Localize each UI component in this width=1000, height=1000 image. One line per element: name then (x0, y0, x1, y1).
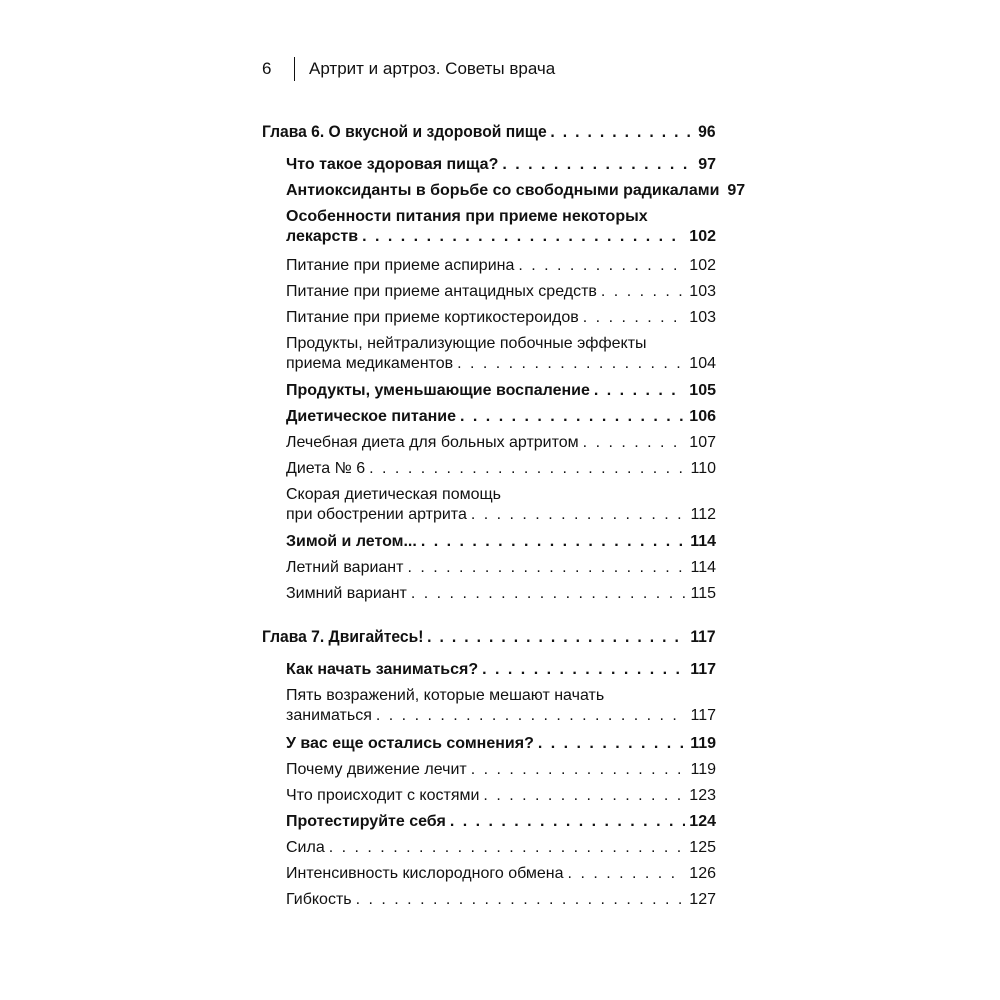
entry-page-number: 102 (689, 228, 716, 245)
entry-title-line: Продукты, нейтрализующие побочные эффекты (286, 335, 647, 352)
entry-page-number: 103 (689, 309, 716, 326)
entry-page-number: 104 (689, 355, 716, 372)
dot-leader (518, 256, 685, 276)
entry-page-number: 103 (689, 283, 716, 300)
entry-title-line: Особенности питания при приеме некоторых (286, 208, 648, 225)
entry-page-number: 119 (690, 761, 716, 778)
dot-leader (407, 558, 686, 578)
subsection-entry (262, 890, 716, 910)
dot-leader (583, 308, 686, 328)
dot-leader (362, 227, 685, 247)
running-title: Артрит и артроз. Советы врача (309, 59, 556, 78)
entry-page-number: 117 (690, 661, 716, 678)
entry-page-number: 117 (690, 627, 716, 646)
dot-leader (427, 627, 687, 647)
subsection-entry (262, 433, 716, 453)
subsection-entry (262, 786, 716, 806)
entry-title: Почему движение лечит (286, 761, 467, 778)
entry-page-number: 124 (689, 813, 716, 830)
entry-page-number: 127 (689, 891, 716, 908)
entry-title: Интенсивность кислородного обмена (286, 865, 564, 882)
page-number: 6 (262, 59, 272, 78)
section-entry (262, 207, 716, 247)
entry-page-number: 106 (689, 408, 716, 425)
chapter-entry (262, 122, 716, 142)
dot-leader (482, 660, 686, 680)
subsection-entry (262, 256, 716, 276)
entry-page-number: 102 (689, 257, 716, 274)
dot-leader (356, 890, 686, 910)
dot-leader (594, 381, 685, 401)
entry-title: Продукты, уменьшающие воспаление (286, 382, 590, 399)
subsection-entry (262, 282, 716, 302)
subsection-entry (262, 760, 716, 780)
entry-title: Что такое здоровая пища? (286, 156, 499, 173)
entry-page-number: 117 (690, 707, 716, 724)
entry-page-number: 110 (690, 460, 716, 477)
entry-title: Глава 7. Двигайтесь! (262, 627, 424, 646)
entry-page-number: 123 (689, 787, 716, 804)
entry-title-line: Скорая диетическая помощь (286, 486, 501, 503)
entry-title: Питание при приеме аспирина (286, 257, 515, 274)
entry-page-number: 112 (690, 506, 716, 523)
subsection-entry (262, 584, 716, 604)
subsection-entry (262, 686, 716, 726)
section-entry (262, 532, 716, 552)
entry-page-number: 119 (690, 735, 716, 752)
dot-leader (450, 812, 685, 832)
section-entry (262, 381, 716, 401)
dot-leader (471, 760, 687, 780)
section-entry (262, 812, 716, 832)
entry-page-number: 97 (727, 182, 746, 199)
entry-title: Сила (286, 839, 325, 856)
dot-leader (376, 706, 687, 726)
entry-title: Зимний вариант (286, 585, 407, 602)
entry-title: Питание при приеме антацидных средств (286, 283, 597, 300)
entry-title: Как начать заниматься? (286, 661, 479, 678)
entry-page-number: 115 (690, 585, 716, 602)
entry-title: приема медикаментов (286, 355, 454, 372)
entry-title: Диета № 6 (286, 460, 366, 477)
dot-leader (538, 734, 686, 754)
entry-title: Протестируйте себя (286, 813, 446, 830)
entry-page-number: 107 (689, 434, 716, 451)
entry-page-number: 126 (689, 865, 716, 882)
entry-title: Зимой и летом... (286, 533, 417, 550)
subsection-entry (262, 334, 716, 374)
entry-title: заниматься (286, 707, 372, 724)
entry-page-number: 97 (698, 156, 716, 173)
dot-leader (329, 838, 686, 858)
dot-leader (460, 407, 685, 427)
subsection-entry (262, 308, 716, 328)
subsection-entry (262, 485, 716, 525)
entry-page-number: 105 (689, 382, 716, 399)
dot-leader (411, 584, 687, 604)
subsection-entry (262, 558, 716, 578)
dot-leader (583, 433, 686, 453)
dot-leader (369, 459, 686, 479)
dot-leader (421, 532, 686, 552)
dot-leader (471, 505, 687, 525)
dot-leader (502, 155, 694, 175)
section-entry (262, 660, 716, 680)
dot-leader (550, 122, 694, 142)
subsection-entry (262, 838, 716, 858)
entry-page-number: 114 (690, 559, 716, 576)
section-entry (262, 181, 746, 201)
dot-leader (457, 354, 685, 374)
entry-page-number: 125 (689, 839, 716, 856)
section-entry (262, 407, 716, 427)
table-of-contents (262, 0, 746, 1000)
dot-leader (601, 282, 685, 302)
entry-title: Гибкость (286, 891, 352, 908)
entry-title: Диетическое питание (286, 408, 457, 425)
entry-page-number: 96 (698, 122, 716, 141)
dot-leader (568, 864, 686, 884)
section-entry (262, 155, 716, 175)
entry-title: Лечебная диета для больных артритом (286, 434, 579, 451)
entry-title: Что происходит с костями (286, 787, 480, 804)
subsection-entry (262, 864, 716, 884)
entry-title-line: Пять возражений, которые мешают начать (286, 687, 605, 704)
section-entry (262, 734, 716, 754)
entry-title: У вас еще остались сомнения? (286, 735, 534, 752)
subsection-entry (262, 459, 716, 479)
entry-title: Питание при приеме кортикостероидов (286, 309, 579, 326)
entry-page-number: 114 (690, 533, 716, 550)
entry-title: Летний вариант (286, 559, 404, 576)
entry-title: при обострении артрита (286, 506, 467, 523)
chapter-entry (262, 627, 716, 647)
entry-title: Антиоксиданты в борьбе со свободными радикалами (286, 182, 720, 199)
entry-title: Глава 6. О вкусной и здоровой пище (262, 122, 547, 141)
dot-leader (483, 786, 685, 806)
entry-title: лекарств (286, 228, 359, 245)
